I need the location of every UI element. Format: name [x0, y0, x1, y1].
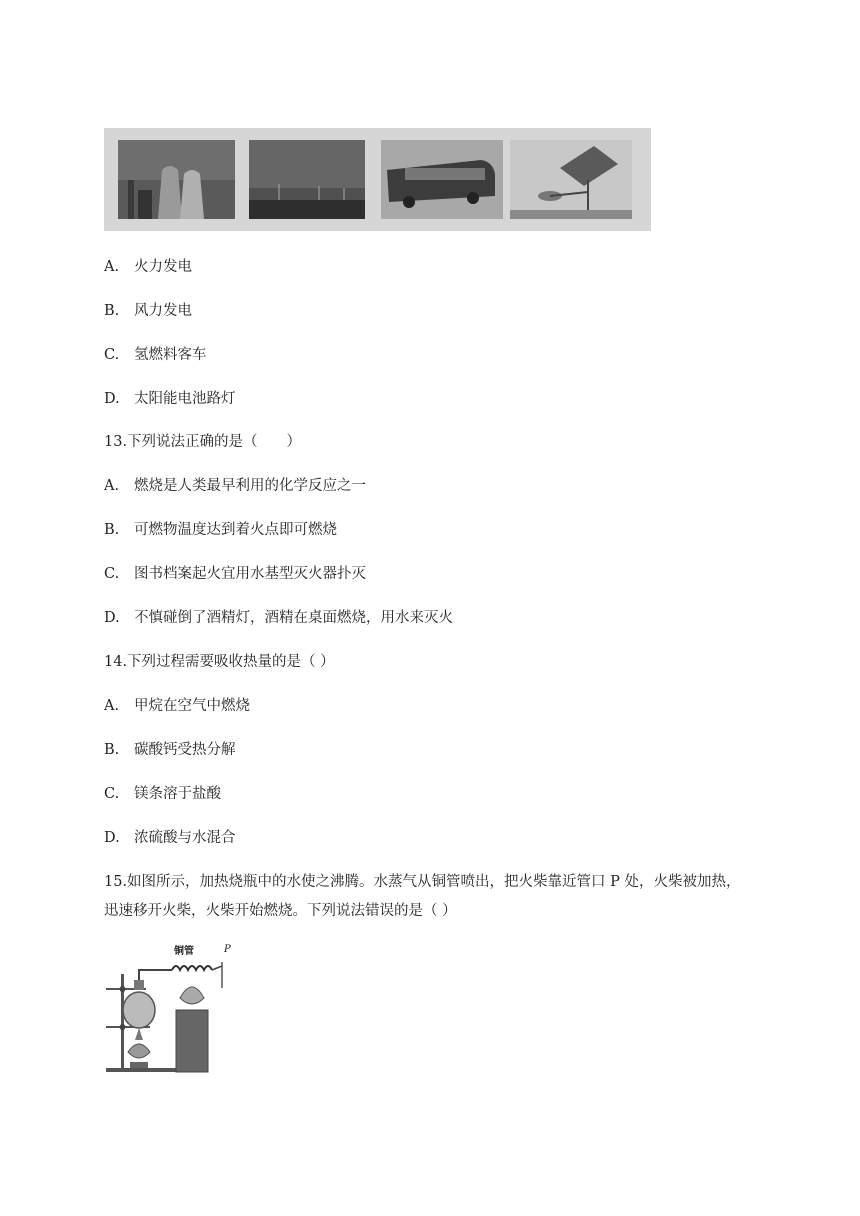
- q13-option-d: [104, 608, 453, 628]
- option-letter: B.: [104, 522, 120, 538]
- q14-option-d: [104, 828, 236, 848]
- q13-option-a: [104, 476, 366, 496]
- solar-street-lamp-photo: [510, 140, 632, 219]
- q13-stem: 13.下列说法正确的是（ ）: [104, 434, 302, 450]
- option-letter: A.: [104, 259, 120, 275]
- option-text: 甲烷在空气中燃烧: [134, 698, 250, 714]
- q14-option-c: [104, 784, 221, 804]
- q13-option-b: [104, 520, 337, 540]
- option-text: 不慎碰倒了酒精灯，酒精在桌面燃烧，用水来灭火: [134, 610, 453, 626]
- option-letter: C.: [104, 566, 120, 582]
- option-letter: D.: [104, 391, 120, 407]
- option-text: 火力发电: [134, 259, 192, 275]
- thermal-power-photo: [118, 140, 235, 219]
- option-text: 氢燃料客车: [134, 347, 207, 363]
- option-letter: A.: [104, 698, 120, 714]
- q14-option-b: [104, 740, 236, 760]
- hydrogen-bus-photo: [381, 140, 503, 219]
- option-text: 图书档案起火宜用水基型灭火器扑灭: [134, 566, 366, 582]
- q15-apparatus-diagram: [104, 940, 244, 1076]
- wind-power-photo: [249, 140, 365, 219]
- q13-option-c: [104, 564, 366, 584]
- q12-photo-strip: [104, 128, 651, 231]
- option-text: 燃烧是人类最早利用的化学反应之一: [134, 478, 366, 494]
- q14-option-a: [104, 696, 250, 716]
- option-letter: D.: [104, 830, 120, 846]
- option-letter: A.: [104, 478, 120, 494]
- q15-stem-line1: 15.如图所示，加热烧瓶中的水使之沸腾。水蒸气从铜管喷出，把火柴靠近管口 P 处，火柴被加热，: [104, 874, 741, 890]
- option-text: 镁条溶于盐酸: [134, 786, 221, 802]
- option-letter: C.: [104, 347, 120, 363]
- option-text: 风力发电: [134, 303, 192, 319]
- q12-option-b: [104, 301, 192, 321]
- option-letter: D.: [104, 610, 120, 626]
- q12-option-d: [104, 389, 236, 409]
- option-text: 太阳能电池路灯: [134, 391, 236, 407]
- q12-option-c: [104, 345, 207, 365]
- option-text: 浓硫酸与水混合: [134, 830, 236, 846]
- q12-option-a: [104, 257, 192, 277]
- copper-tube-label: 铜管: [174, 946, 194, 957]
- option-text: 碳酸钙受热分解: [134, 742, 236, 758]
- option-text: 可燃物温度达到着火点即可燃烧: [134, 522, 337, 538]
- option-letter: C.: [104, 786, 120, 802]
- q14-stem: 14.下列过程需要吸收热量的是（ ）: [104, 654, 335, 670]
- option-letter: B.: [104, 303, 120, 319]
- q15-stem-line2: 迅速移开火柴，火柴开始燃烧。下列说法错误的是（ ）: [104, 903, 457, 919]
- point-p-label: P: [224, 944, 231, 955]
- option-letter: B.: [104, 742, 120, 758]
